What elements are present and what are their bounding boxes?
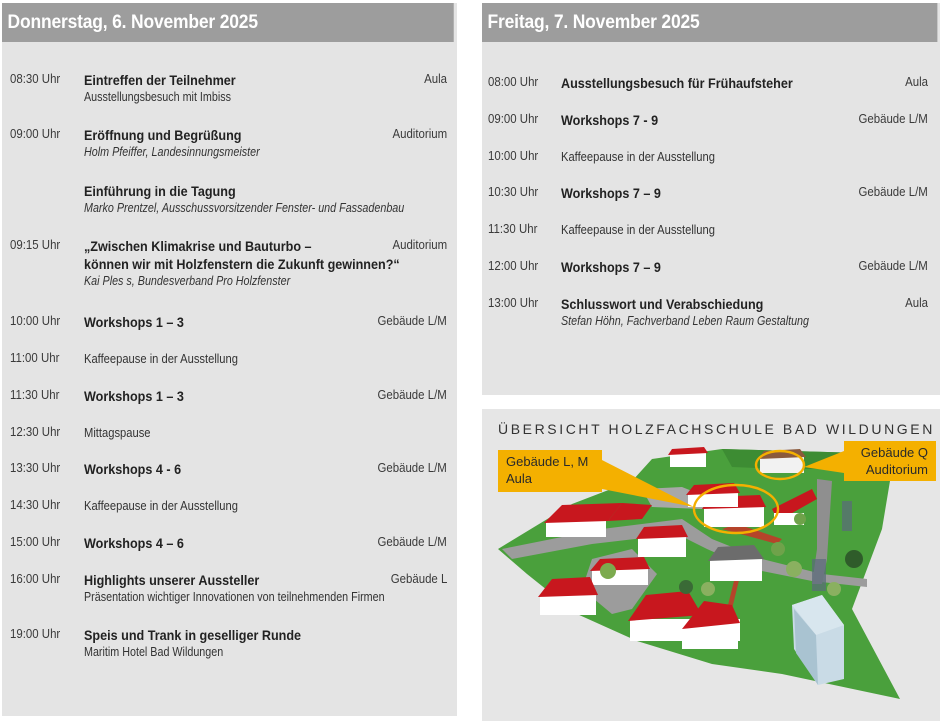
session-title: Workshops 7 – 9 <box>561 185 661 201</box>
room: Gebäude L/M <box>377 387 447 402</box>
session-title: Workshops 7 - 9 <box>561 112 659 128</box>
session-title: Schlusswort und Verabschiedung <box>561 296 764 312</box>
time: 16:00 Uhr <box>10 571 61 586</box>
time: 19:00 Uhr <box>10 626 61 641</box>
speaker: Marko Prentzel, Ausschussvorsitzender Fenster- und Fassadenbau <box>84 201 405 215</box>
session-title: Eröffnung und Begrüßung <box>84 127 242 143</box>
campus-map-panel <box>482 409 940 721</box>
callout-line: Aula <box>506 471 533 486</box>
room: Aula <box>905 295 928 310</box>
session-title: Workshops 1 – 3 <box>84 314 184 330</box>
room: Gebäude L/M <box>377 534 447 549</box>
room: Gebäude L/M <box>377 313 447 328</box>
callout-building-q <box>844 441 936 481</box>
building-grey-roof <box>708 545 764 581</box>
session-title: Workshops 7 – 9 <box>561 259 661 275</box>
time: 09:00 Uhr <box>488 111 539 126</box>
time: 13:30 Uhr <box>10 460 61 475</box>
time: 12:00 Uhr <box>488 258 539 273</box>
building-mid-left <box>590 557 650 585</box>
callout-line: Auditorium <box>865 462 928 477</box>
time: 14:30 Uhr <box>10 497 61 512</box>
building-white-mid <box>636 525 688 557</box>
time: 11:00 Uhr <box>10 350 60 365</box>
room: Gebäude L/M <box>858 184 928 199</box>
session-title-line2: können wir mit Holzfenstern die Zukunft gewinnen?“ <box>84 256 400 272</box>
time: 13:00 Uhr <box>488 295 539 310</box>
room: Gebäude L/M <box>858 111 928 126</box>
building-top-left <box>668 447 708 467</box>
time: 08:00 Uhr <box>488 74 539 89</box>
time: 10:00 Uhr <box>488 148 539 163</box>
time: 09:00 Uhr <box>10 126 61 141</box>
time: 12:30 Uhr <box>10 424 61 439</box>
time: 11:30 Uhr <box>10 387 60 402</box>
session-plain: Mittagspause <box>84 425 151 440</box>
time: 09:15 Uhr <box>10 237 61 252</box>
session-title: „Zwischen Klimakrise und Bauturbo – <box>84 238 312 254</box>
schedule-friday <box>482 3 940 395</box>
session-title: Workshops 4 – 6 <box>84 535 184 551</box>
room: Aula <box>424 71 447 86</box>
time: 11:30 Uhr <box>488 221 538 236</box>
session-subtitle: Präsentation wichtiger Innovationen von teilnehmenden Firmen <box>84 590 385 604</box>
session-title: Ausstellungsbesuch für Frühaufsteher <box>561 75 793 91</box>
speaker: Stefan Höhn, Fachverband Leben Raum Gestaltung <box>561 314 810 328</box>
session-plain: Kaffeepause in der Ausstellung <box>84 351 238 366</box>
day-header: Freitag, 7. November 2025 <box>482 3 937 42</box>
room: Auditorium <box>392 237 447 252</box>
session-title: Speis und Trank in geselliger Runde <box>84 627 302 643</box>
speaker: Holm Pfeiffer, Landesinnungsmeister <box>84 145 260 159</box>
session-subtitle: Ausstellungsbesuch mit Imbiss <box>84 90 231 104</box>
session-title: Workshops 1 – 3 <box>84 388 184 404</box>
map-title: ÜBERSICHT HOLZFACHSCHULE BAD WILDUNGEN <box>498 421 935 437</box>
building-q <box>758 449 806 473</box>
room: Gebäude L <box>390 571 447 586</box>
speaker: Kai Ples s, Bundesverband Pro Holzfenster <box>84 274 291 288</box>
session-title: Einführung in die Tagung <box>84 183 236 199</box>
time: 15:00 Uhr <box>10 534 61 549</box>
room: Aula <box>905 74 928 89</box>
session-plain: Kaffeepause in der Ausstellung <box>84 498 238 513</box>
session-title: Workshops 4 - 6 <box>84 461 182 477</box>
callout-line: Gebäude L, M <box>506 454 589 469</box>
session-plain: Kaffeepause in der Ausstellung <box>561 222 715 237</box>
session-title: Eintreffen der Teilnehmer <box>84 72 236 88</box>
callout-building-lm <box>498 450 602 492</box>
day-header: Donnerstag, 6. November 2025 <box>2 3 454 42</box>
session-title: Highlights unserer Aussteller <box>84 572 260 588</box>
room: Auditorium <box>392 126 447 141</box>
time: 10:00 Uhr <box>10 313 61 328</box>
schedule-thursday <box>2 3 457 716</box>
session-subtitle: Maritim Hotel Bad Wildungen <box>84 645 224 659</box>
session-plain: Kaffeepause in der Ausstellung <box>561 149 715 164</box>
callout-line: Gebäude Q <box>860 445 928 460</box>
time: 10:30 Uhr <box>488 184 539 199</box>
room: Gebäude L/M <box>858 258 928 273</box>
time: 08:30 Uhr <box>10 71 61 86</box>
room: Gebäude L/M <box>377 460 447 475</box>
